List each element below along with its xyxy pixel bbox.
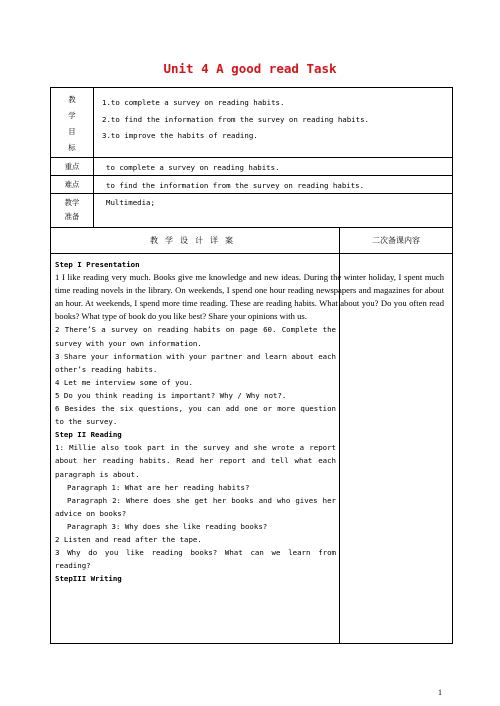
step-heading: Step II Reading xyxy=(55,430,122,440)
header-row xyxy=(51,228,453,254)
key-text: to complete a survey on reading habits. xyxy=(94,158,453,176)
content-paragraph: Paragraph 2: Where does she get her books and who gives her advice on books? xyxy=(55,495,336,518)
prep-label: 教学 准备 xyxy=(51,194,94,228)
difficult-row xyxy=(51,176,453,194)
lesson-plan-table xyxy=(50,87,453,644)
content-paragraph: 1: Millie also took part in the survey and she wrote a report about her reading habits. Read her report and tell what each paragraph is about. xyxy=(55,443,336,479)
content-paragraph: 4 Let me interview some of you. xyxy=(55,377,193,387)
step-heading: Step I Presentation xyxy=(55,260,140,269)
content-paragraph: 6 Besides the six questions, you can add one or more question to the survey. xyxy=(55,404,336,427)
goals-row xyxy=(51,88,453,158)
design-header: 教学设计详案 xyxy=(51,228,340,254)
prep-text: Multimedia; xyxy=(94,194,453,228)
goal-item: 3.to improve the habits of reading. xyxy=(102,131,258,140)
content-paragraph: 2 Listen and read after the tape. xyxy=(55,534,202,544)
prep-row xyxy=(51,194,453,228)
content-paragraph: 3 Why do you like reading books? What can we learn from reading? xyxy=(55,548,336,571)
content-paragraph: 1 I like reading very much. Books give me knowledge and new ideas. During the winter holiday, I spent much time reading novels in the library. On weekends, I spend one hour reading newspapers and magazines for about an hour. At weekends, I spend more time reading. These are reading habits. What about you? Do you often read books? What type of book do you like best? Share your opinions with us. xyxy=(55,272,444,322)
content-paragraph: 2 There’S a survey on reading habits on page 60. Complete the survey with your own information. xyxy=(55,325,336,348)
content-paragraph: 3 Share your information with your partner and learn about each other’s reading habits. xyxy=(55,351,336,374)
goal-item: 2.to find the information from the survey on reading habits. xyxy=(102,114,369,124)
content-row xyxy=(51,254,453,644)
lesson-content xyxy=(51,254,444,644)
difficult-label: 难点 xyxy=(51,176,94,194)
goals-label: 教 学 目 标 xyxy=(51,88,94,158)
content-paragraph: Paragraph 3: Why does she like reading books? xyxy=(67,521,268,531)
key-label: 重点 xyxy=(51,158,94,176)
step-heading: StepIII Writing xyxy=(55,574,122,584)
content-paragraph: Paragraph 1: What are her reading habits? xyxy=(67,482,250,492)
key-row xyxy=(51,158,453,176)
goal-item: 1.to complete a survey on reading habits. xyxy=(102,98,285,107)
revision-header: 二次备课内容 xyxy=(340,228,453,254)
page-number: 1 xyxy=(438,688,442,697)
goals-list xyxy=(94,88,453,158)
page-title: Unit 4 A good read Task xyxy=(163,61,337,76)
difficult-text: to find the information from the survey on reading habits. xyxy=(94,176,453,194)
content-paragraph: 5 Do you think reading is important? Why / Why not?. xyxy=(55,390,287,400)
